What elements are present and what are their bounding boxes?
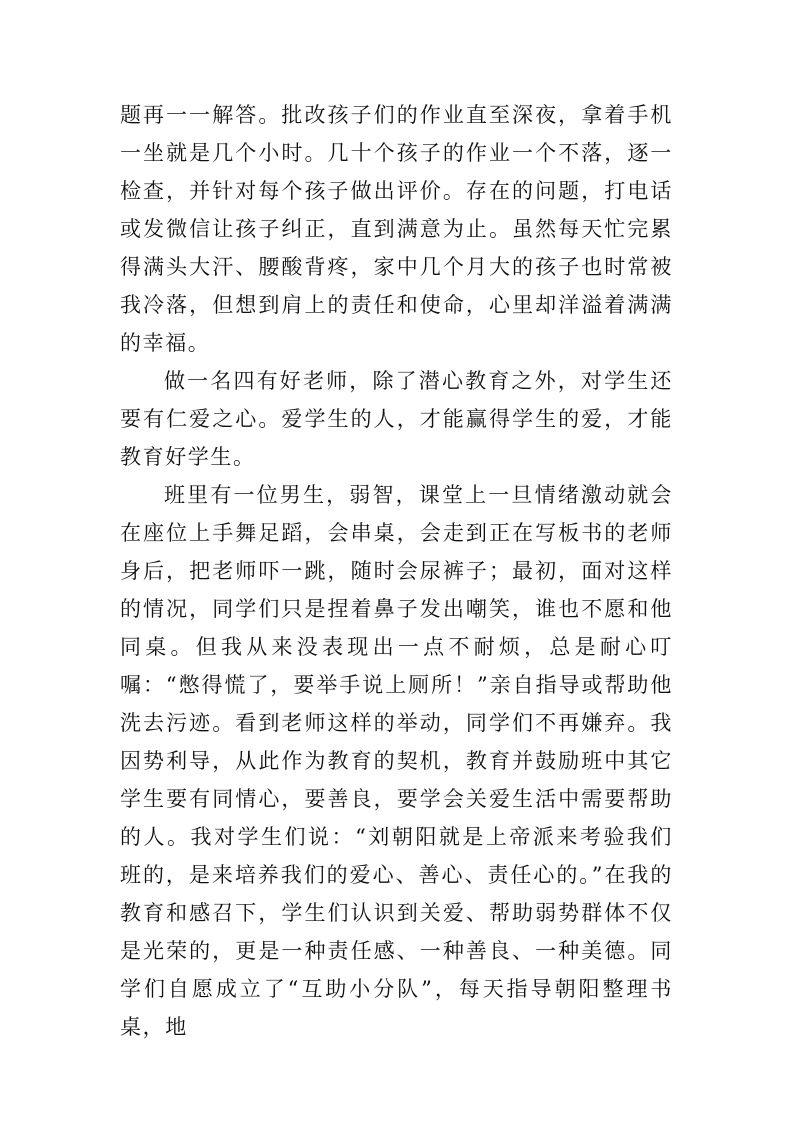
- paragraph-continuation: 题再一一解答。批改孩子们的作业直至深夜，拿着手机一坐就是几个小时。几十个孩子的作业一个不落，逐一检查，并针对每个孩子做出评价。存在的问题，打电话或发微信让孩子纠正，直到满意为止。虽然每天忙完累得满头大汗、腰酸背疼，家中几个月大的孩子也时常被我冷落，但想到肩上的责任和使命，心里却洋溢着满满的幸福。: [120, 103, 673, 355]
- body-text: [120, 96, 673, 1046]
- paragraph-student-story: 班里有一位男生，弱智，课堂上一旦情绪激动就会在座位上手舞足蹈，会串桌，会走到正在写板书的老师身后，把老师吓一跳，随时会尿裤子；最初，面对这样的情况，同学们只是捏着鼻子发出嘲笑，谁也不愿和他同桌。但我从来没表现出一点不耐烦，总是耐心叮嘱：“憋得慌了，要举手说上厕所！”亲自指导或帮助他洗去污迹。看到老师这样的举动，同学们不再嫌弃。我因势利导，从此作为教育的契机，教育并鼓励班中其它学生要有同情心，要善良，要学会关爱生活中需要帮助的人。我对学生们说：“刘朝阳就是上帝派来考验我们班的，是来培养我们的爱心、善心、责任心的。”在我的教育和感召下，学生们认识到关爱、帮助弱势群体不仅是光荣的，更是一种责任感、一种善良、一种美德。同学们自愿成立了“互助小分队”，每天指导朝阳整理书桌，地: [120, 483, 673, 1039]
- paragraph-teacher-love: 做一名四有好老师，除了潜心教育之外，对学生还要有仁爱之心。爱学生的人，才能赢得学生的爱，才能教育好学生。: [120, 369, 673, 469]
